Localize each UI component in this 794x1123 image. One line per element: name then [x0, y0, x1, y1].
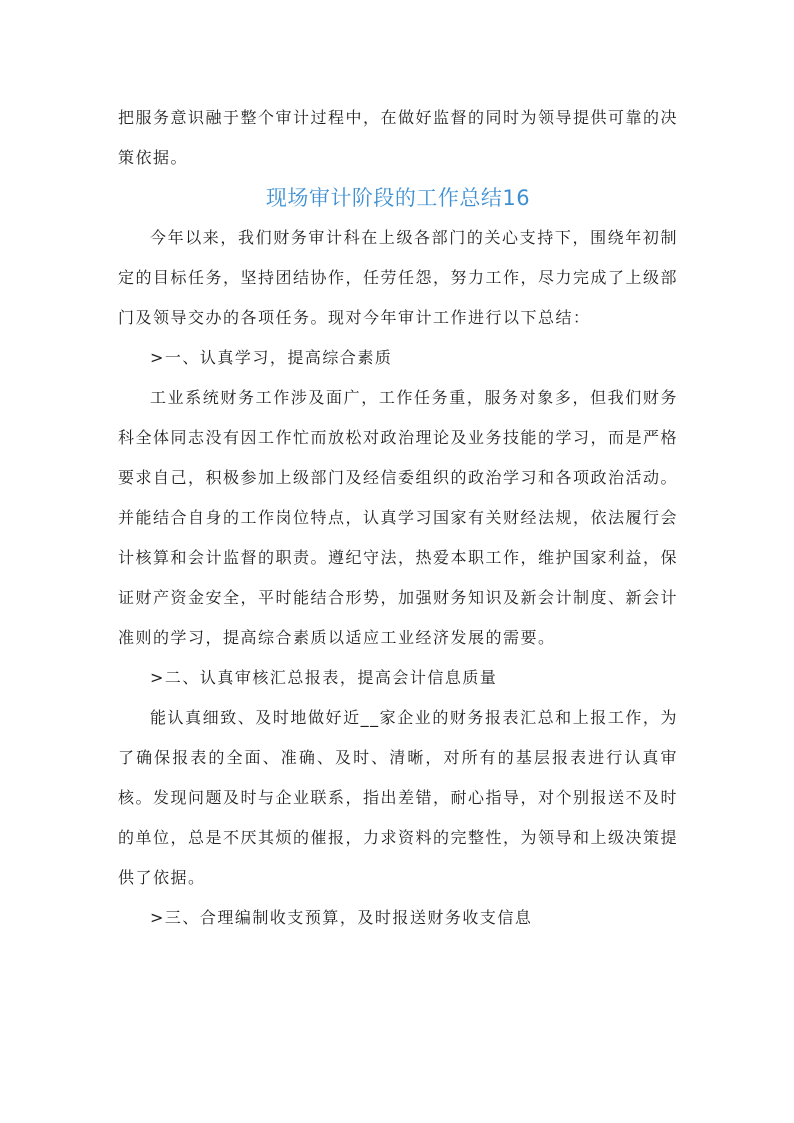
section-heading-1: >一、认真学习，提高综合素质 — [150, 348, 393, 367]
page-title: 现场审计阶段的工作总结16 — [265, 186, 531, 210]
document-page — [118, 98, 678, 938]
section-body-2: 能认真细致、及时地做好近__家企业的财务报表汇总和上报工作，为了确保报表的全面、准确、及时、清晰，对所有的基层报表进行认真审核。发现问题及时与企业联系，指出差错，耐心指导，对个别报送不及时的单位，总是不厌其烦的催报，力求资料的完整性，为领导和上级决策提供了依据。 — [118, 708, 679, 887]
section-body-1: 工业系统财务工作涉及面广，工作任务重，服务对象多，但我们财务科全体同志没有因工作忙而放松对政治理论及业务技能的学习，而是严格要求自己，积极参加上级部门及经信委组织的政治学习和各项政治活动。并能结合自身的工作岗位特点，认真学习国家有关财经法规，依法履行会计核算和会计监督的职责。遵纪守法，热爱本职工作，维护国家利益，保证财产资金安全，平时能结合形势，加强财务知识及新会计制度、新会计准则的学习，提高综合素质以适应工业经济发展的需要。 — [118, 388, 679, 647]
section-heading-3: >三、合理编制收支预算，及时报送财务收支信息 — [150, 908, 533, 927]
intro-paragraph: 今年以来，我们财务审计科在上级各部门的关心支持下，围绕年初制定的目标任务，坚持团结协作，任劳任怨，努力工作，尽力完成了上级部门及领导交办的各项任务。现对今年审计工作进行以下总结： — [118, 228, 679, 327]
section-heading-2: >二、认真审核汇总报表，提高会计信息质量 — [150, 668, 498, 687]
continuation-paragraph: 把服务意识融于整个审计过程中，在做好监督的同时为领导提供可靠的决策依据。 — [118, 108, 679, 167]
